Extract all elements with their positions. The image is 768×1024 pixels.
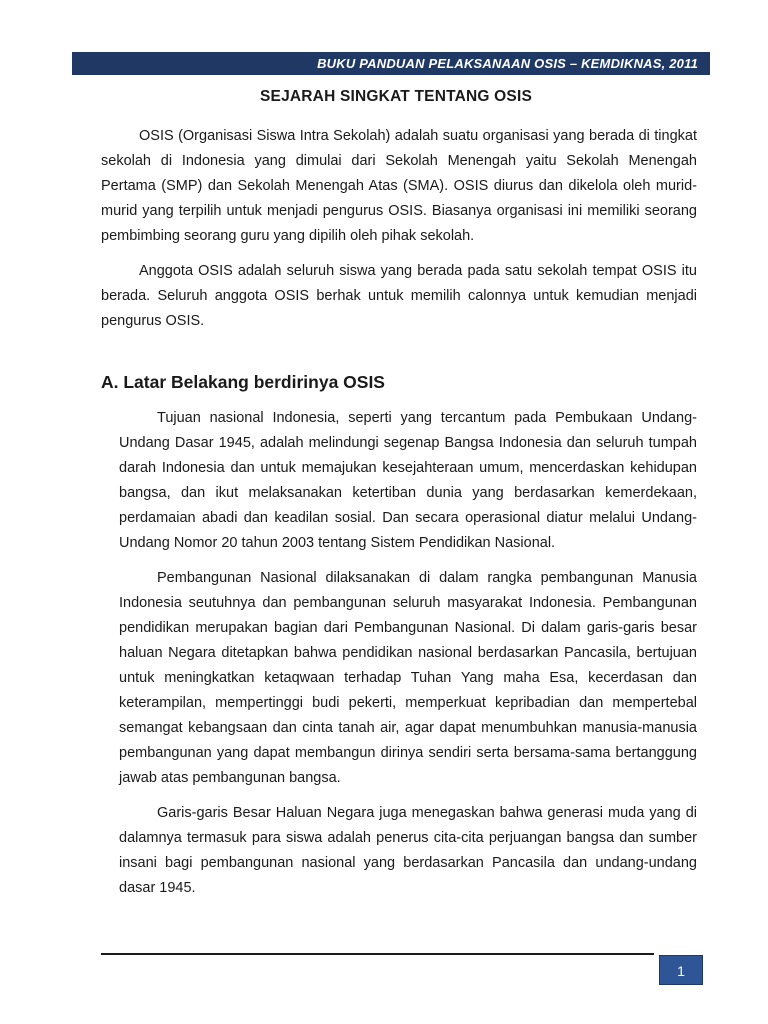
running-header-text: BUKU PANDUAN PELAKSANAAN OSIS – KEMDIKNAS, 2011 bbox=[317, 56, 698, 71]
section-a-body bbox=[119, 406, 697, 911]
page-number: 1 bbox=[677, 963, 685, 979]
section-a-paragraph-1: Tujuan nasional Indonesia, seperti yang tercantum pada Pembukaan Undang-Undang Dasar 1945, adalah melindungi segenap Bangsa Indonesia dan seluruh tumpah darah Indonesia dan untuk memajukan kesejahteraan umum, mencerdaskan kehidupan bangsa, dan ikut melaksanakan ketertiban dunia yang berdasarkan kemerdekaan, perdamaian abadi dan keadilan sosial. Dan secara operasional diatur melalui Undang-Undang Nomor 20 tahun 2003 tentang Sistem Pendidikan Nasional. bbox=[119, 410, 697, 551]
running-header bbox=[72, 52, 710, 75]
page-number-badge bbox=[659, 955, 703, 985]
intro-paragraph-2: Anggota OSIS adalah seluruh siswa yang berada pada satu sekolah tempat OSIS itu berada. Seluruh anggota OSIS berhak untuk memilih calonnya untuk kemudian menjadi pengurus OSIS. bbox=[101, 263, 697, 329]
intro-section bbox=[101, 124, 697, 344]
intro-paragraph-1: OSIS (Organisasi Siswa Intra Sekolah) adalah suatu organisasi yang berada di tingkat sekolah di Indonesia yang dimulai dari Sekolah Menengah yaitu Sekolah Menengah Pertama (SMP) dan Sekolah Menengah Atas (SMA). OSIS diurus dan dikelola oleh murid-murid yang terpilih untuk menjadi pengurus OSIS. Biasanya organisasi ini memiliki seorang pembimbing seorang guru yang dipilih oleh pihak sekolah. bbox=[101, 128, 697, 244]
footer-divider bbox=[101, 953, 654, 955]
section-a-paragraph-3: Garis-garis Besar Haluan Negara juga menegaskan bahwa generasi muda yang di dalamnya termasuk para siswa adalah penerus cita-cita perjuangan bangsa dan sumber insani bagi pembangunan nasional yang berdasarkan Pancasila dan undang-undang dasar 1945. bbox=[119, 805, 697, 896]
page-title: SEJARAH SINGKAT TENTANG OSIS bbox=[260, 88, 532, 105]
section-a-heading: A. Latar Belakang berdirinya OSIS bbox=[101, 372, 385, 392]
section-a-paragraph-2: Pembangunan Nasional dilaksanakan di dalam rangka pembangunan Manusia Indonesia seutuhnya dan pembangunan seluruh masyarakat Indonesia. Pembangunan pendidikan merupakan bagian dari Pembangunan Nasional. Di dalam garis-garis besar haluan Negara ditetapkan bahwa pendidikan nasional berdasarkan Pancasila, bertujuan untuk meningkatkan ketaqwaan terhadap Tuhan Yang maha Esa, kecerdasan dan keterampilan, mempertinggi budi pekerti, memperkuat kepribadian dan mempertebal semangat kebangsaan dan cinta tanah air, agar dapat menumbuhkan manusia-manusia pembangunan yang dapat membangun dirinya sendiri serta bersama-sama bertanggung jawab atas pembangunan bangsa. bbox=[119, 570, 697, 786]
